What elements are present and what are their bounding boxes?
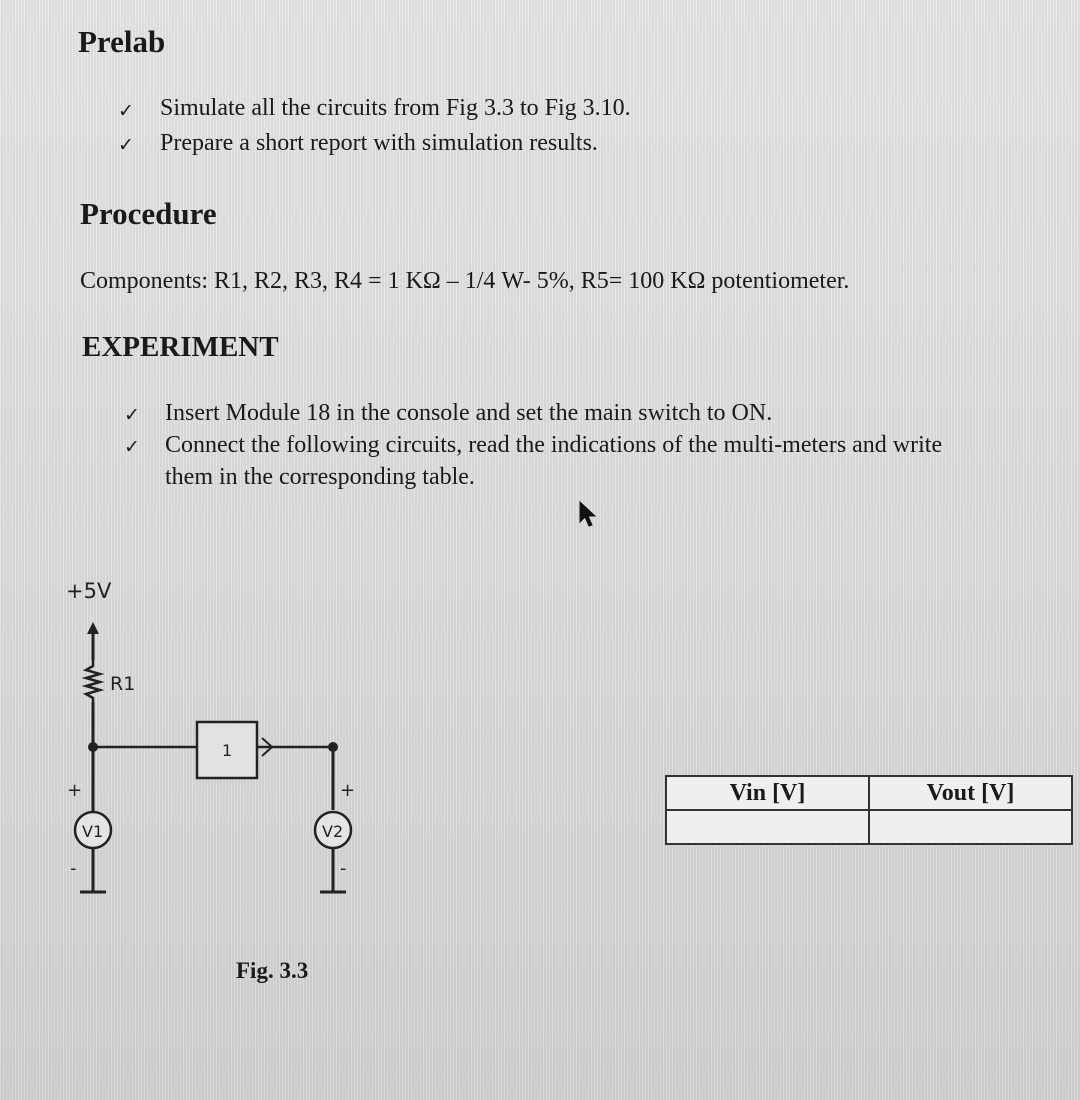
measurement-table — [665, 775, 1073, 845]
checkmark-icon: ✓ — [124, 436, 140, 458]
v2-plus-label: + — [340, 780, 356, 801]
vout-cell[interactable] — [869, 810, 1072, 844]
column-header-vin: Vin [V] — [666, 776, 869, 810]
prelab-item-simulate: Simulate all the circuits from Fig 3.3 to Fig 3.10. — [160, 95, 631, 121]
experiment-item-connect-line2: them in the corresponding table. — [165, 464, 475, 490]
module-block-label: 1 — [222, 741, 233, 760]
checkmark-icon: ✓ — [124, 404, 140, 426]
resistor-r1 — [86, 660, 100, 702]
mouse-pointer-icon — [578, 500, 600, 528]
v1-plus-label: + — [67, 780, 83, 801]
checkmark-icon: ✓ — [118, 134, 134, 156]
procedure-heading: Procedure — [80, 196, 217, 231]
supply-label: +5V — [66, 579, 112, 603]
supply-arrow-icon — [87, 622, 99, 634]
experiment-item-insert: Insert Module 18 in the console and set the main switch to ON. — [165, 400, 773, 426]
prelab-heading: Prelab — [78, 24, 166, 59]
circuit-schematic — [0, 560, 420, 1000]
experiment-heading: EXPERIMENT — [82, 331, 279, 363]
vin-cell[interactable] — [666, 810, 869, 844]
voltmeter-v2-label: V2 — [322, 822, 344, 841]
v2-minus-label: - — [340, 858, 347, 879]
figure-caption: Fig. 3.3 — [236, 958, 309, 983]
v1-minus-label: - — [70, 858, 77, 879]
table-row — [666, 810, 1072, 844]
voltmeter-v1-label: V1 — [82, 822, 104, 841]
table-header-row — [666, 776, 1072, 810]
column-header-vout: Vout [V] — [869, 776, 1072, 810]
checkmark-icon: ✓ — [118, 100, 134, 122]
prelab-item-report: Prepare a short report with simulation results. — [160, 130, 598, 156]
experiment-item-connect-line1: Connect the following circuits, read the indications of the multi-meters and write — [165, 432, 943, 458]
resistor-label: R1 — [110, 673, 136, 695]
components-line: Components: R1, R2, R3, R4 = 1 KΩ – 1/4 W- 5%, R5= 100 KΩ potentiometer. — [80, 268, 850, 294]
